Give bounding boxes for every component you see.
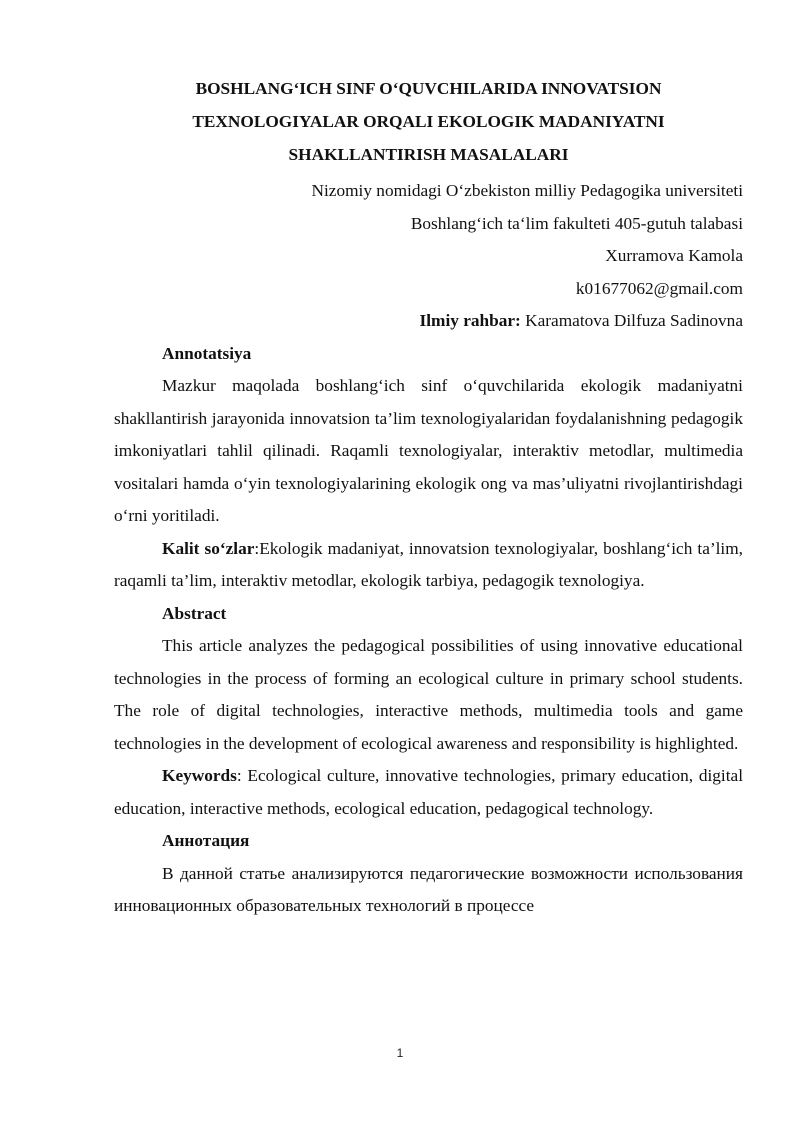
uz-abstract-heading: Annotatsiya: [162, 343, 252, 363]
title-line-1: BOSHLANG‘ICH SINF O‘QUVCHILARIDA INNOVATSION: [195, 79, 662, 98]
uz-abstract-text: Mazkur maqolada boshlang‘ich sinf o‘quvchilarida ekologik madaniyatni shakllantirish jarayonida innovatsion ta’lim texnologiyalaridan foydalanishning pedagogik imkoniyatlari tahlil qilinadi. Raqamli texnologiyalar, interaktiv metodlar, multimedia vositalari hamda o‘yin texnologiyalarining ekologik ong va mas’uliyatni rivojlantirishdagi o‘rni yoritiladi.: [114, 376, 743, 525]
advisor-name: Karamatova Dilfuza Sadinovna: [520, 311, 743, 330]
author-email: k01677062@gmail.com: [575, 278, 743, 298]
title-line-3: SHAKLLANTIRISH MASALALARI: [288, 145, 569, 164]
article-title: [114, 72, 743, 171]
ru-abstract-heading: Аннотация: [162, 831, 250, 850]
en-abstract-heading: Abstract: [162, 603, 227, 623]
en-keywords-label: Keywords: [162, 766, 237, 785]
en-keywords-text: : Ecological culture, innovative technologies, primary education, digital education, interactive methods, ecological education, pedagogical technology.: [114, 766, 743, 818]
en-keywords: [114, 760, 743, 825]
uz-keywords-label: Kalit so‘zlar: [162, 538, 255, 558]
uz-keywords: [114, 533, 743, 598]
advisor-line: [114, 305, 743, 338]
advisor-label: Ilmiy rahbar:: [419, 311, 521, 330]
author-university: Nizomiy nomidagi O‘zbekiston milliy Pedagogika universiteti: [311, 181, 743, 200]
en-abstract-text: This article analyzes the pedagogical possibilities of using innovative educational technologies in the process of forming an ecological culture in primary school students. The role of digital technologies, interactive methods, multimedia tools and game technologies in the development of ecological awareness and responsibility is highlighted.: [114, 636, 743, 753]
author-name: Xurramova Kamola: [605, 246, 743, 265]
page-content: [114, 72, 743, 923]
uz-keywords-text: :Ekologik madaniyat, innovatsion texnologiyalar, boshlang‘ich ta’lim, raqamli ta’lim, interaktiv metodlar, ekologik tarbiya, pedagogik texnologiya.: [114, 538, 743, 590]
page-number: 1: [396, 1046, 404, 1060]
title-line-2: TEXNOLOGIYALAR ORQALI EKOLOGIK MADANIYATNI: [192, 112, 665, 131]
author-faculty: Boshlang‘ich ta‘lim fakulteti 405-gutuh talabasi: [410, 213, 743, 233]
ru-abstract-text: В данной статье анализируются педагогические возможности использования инновационных образовательных технологий в процессе: [114, 863, 743, 915]
